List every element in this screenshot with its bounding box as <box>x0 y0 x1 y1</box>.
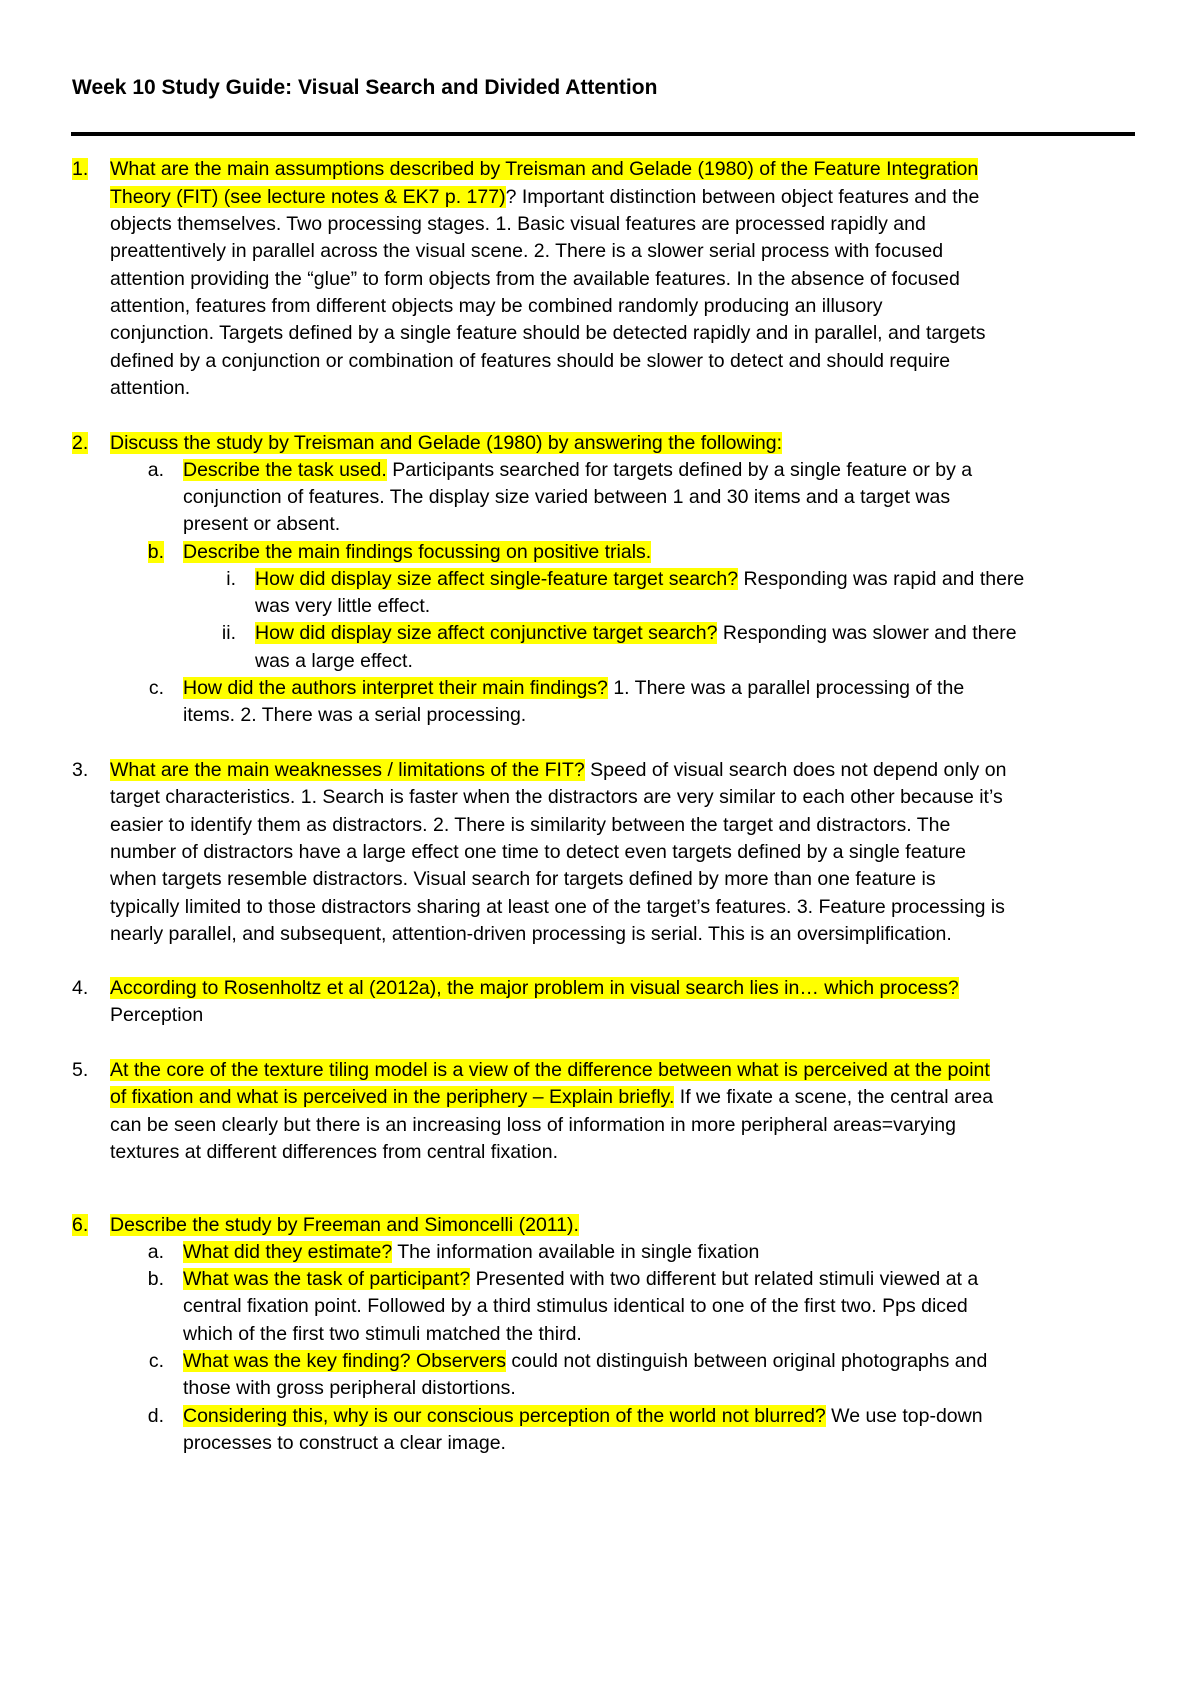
question-6c-line: What was the key finding? Observers could not distinguish between original photographs and <box>183 1350 988 1372</box>
question-3-line: when targets resemble distractors. Visual search for targets defined by more than one feature is <box>110 868 936 890</box>
question-4-number: 4. <box>72 977 89 999</box>
question-5-line: of fixation and what is perceived in the periphery – Explain briefly. If we fixate a scene, the central area <box>110 1086 994 1108</box>
question-2a-line: conjunction of features. The display size varied between 1 and 30 items and a target was <box>183 486 951 508</box>
question-6a-line: What did they estimate? The information available in single fixation <box>183 1241 760 1263</box>
question-3-line: easier to identify them as distractors. 2. There is similarity between the target and distractors. The <box>110 814 951 836</box>
question-6c-line: those with gross peripheral distortions. <box>183 1377 516 1399</box>
question-3-line: nearly parallel, and subsequent, attention-driven processing is serial. This is an oversimplification. <box>110 923 952 945</box>
question-6a-label: a. <box>147 1241 164 1263</box>
question-1-line: attention. <box>110 377 191 399</box>
question-5-line: At the core of the texture tiling model is a view of the difference between what is perceived at the point <box>110 1059 990 1081</box>
question-4-line: Perception <box>110 1004 204 1026</box>
question-1-number: 1. <box>72 158 89 180</box>
question-2-line: Discuss the study by Treisman and Gelade (1980) by answering the following: <box>110 432 783 454</box>
question-6d-label: d. <box>147 1405 164 1427</box>
question-2c-label: c. <box>148 677 164 699</box>
question-2b-ii-line: How did display size affect conjunctive target search? Responding was slower and there <box>255 622 1017 644</box>
question-5-line: textures at different differences from central fixation. <box>110 1141 559 1163</box>
question-6-line: Describe the study by Freeman and Simoncelli (2011). <box>110 1214 579 1236</box>
question-2c-line: How did the authors interpret their main findings? 1. There was a parallel processing of the <box>183 677 965 699</box>
question-6-number: 6. <box>72 1214 89 1236</box>
question-3-line: What are the main weaknesses / limitations of the FIT? Speed of visual search does not depend only on <box>110 759 1007 781</box>
question-3-line: target characteristics. 1. Search is faster when the distractors are very similar to each other because it’s <box>110 786 1003 808</box>
question-6d-line: processes to construct a clear image. <box>183 1432 506 1454</box>
question-3-number: 3. <box>72 759 89 781</box>
question-1-line: What are the main assumptions described by Treisman and Gelade (1980) of the Feature Integration <box>110 158 979 180</box>
document-title: Week 10 Study Guide: Visual Search and Divided Attention <box>72 76 658 99</box>
question-2a-label: a. <box>147 459 164 481</box>
question-1-line: defined by a conjunction or combination of features should be slower to detect and should require <box>110 350 951 372</box>
question-6d-line: Considering this, why is our conscious perception of the world not blurred? We use top-down <box>183 1405 983 1427</box>
question-4-line: According to Rosenholtz et al (2012a), the major problem in visual search lies in… which process? <box>110 977 959 999</box>
question-2b-ii-line: was a large effect. <box>255 650 413 672</box>
question-6b-line: which of the first two stimuli matched the third. <box>183 1323 582 1345</box>
question-5-line: can be seen clearly but there is an increasing loss of information in more peripheral areas=varying <box>110 1114 956 1136</box>
question-2b-i-line: How did display size affect single-feature target search? Responding was rapid and there <box>255 568 1025 590</box>
question-1-line: preattentively in parallel across the visual scene. 2. There is a slower serial process with focused <box>110 240 944 262</box>
question-2a-line: Describe the task used. Participants searched for targets defined by a single feature or by a <box>183 459 973 481</box>
question-6b-line: central fixation point. Followed by a third stimulus identical to one of the first two. Pps diced <box>183 1295 968 1317</box>
title-divider <box>71 132 1135 136</box>
question-6b-label: b. <box>147 1268 164 1290</box>
question-3-line: number of distractors have a large effect one time to detect even targets defined by a single feature <box>110 841 966 863</box>
question-2-number: 2. <box>72 432 89 454</box>
question-2b-line: Describe the main findings focussing on positive trials. <box>183 541 652 563</box>
question-3-line: typically limited to those distractors sharing at least one of the target’s features. 3. Feature processing is <box>110 896 1005 918</box>
question-2b-ii-label: ii. <box>221 622 236 644</box>
question-1-line: Theory (FIT) (see lecture notes & EK7 p. 177)? Important distinction between object features and the <box>110 186 980 208</box>
question-1-line: conjunction. Targets defined by a single feature should be detected rapidly and in parallel, and targets <box>110 322 986 344</box>
question-1-line: attention providing the “glue” to form objects from the available features. In the absence of focused <box>110 268 960 290</box>
question-2b-label: b. <box>147 541 164 563</box>
question-5-number: 5. <box>72 1059 89 1081</box>
question-2b-i-line: was very little effect. <box>255 595 431 617</box>
question-1-line: objects themselves. Two processing stages. 1. Basic visual features are processed rapidly and <box>110 213 926 235</box>
question-2c-line: items. 2. There was a serial processing. <box>183 704 527 726</box>
question-2a-line: present or absent. <box>183 513 341 535</box>
question-6b-line: What was the task of participant? Presented with two different but related stimuli viewed at a <box>183 1268 979 1290</box>
question-1-line: attention, features from different objects may be combined randomly producing an illusory <box>110 295 883 317</box>
question-6c-label: c. <box>148 1350 164 1372</box>
question-2b-i-label: i. <box>226 568 236 590</box>
